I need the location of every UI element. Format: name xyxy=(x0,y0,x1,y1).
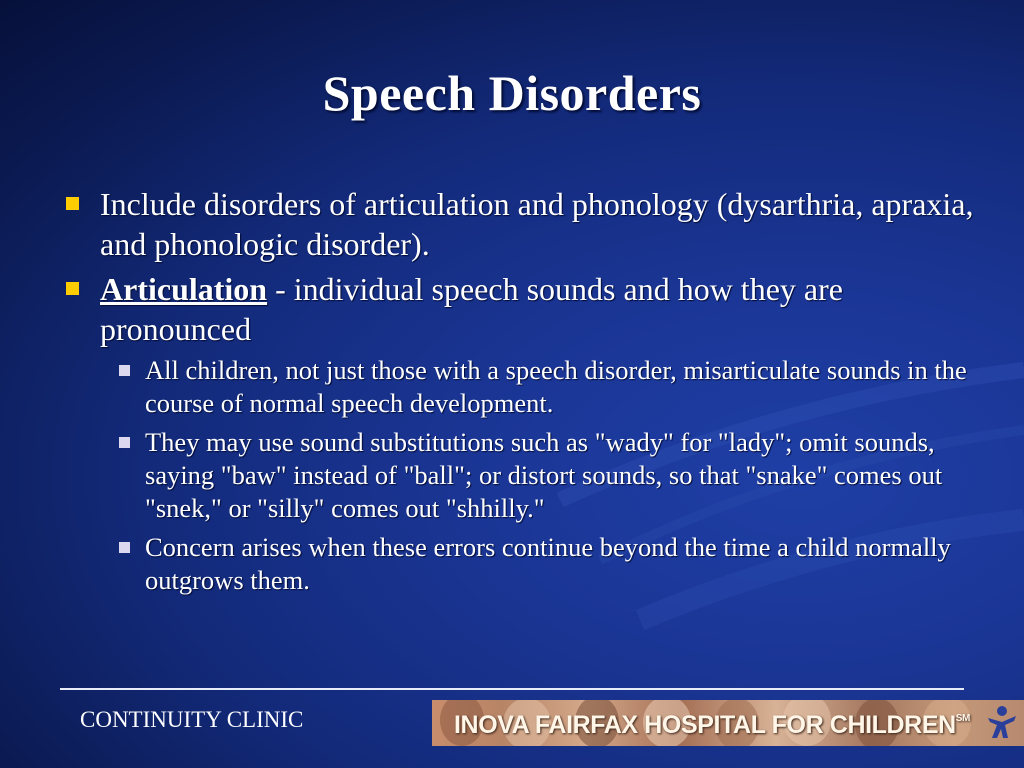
sub-bullet-item xyxy=(60,531,980,597)
sub-bullet-item xyxy=(60,354,980,420)
bullet-text: Include disorders of articulation and phonology (dysarthria, apraxia, and phonologic disorder). xyxy=(100,186,974,262)
sub-bullet-text: Concern arises when these errors continue beyond the time a child normally outgrows them. xyxy=(145,532,951,595)
bullet-term: Articulation xyxy=(100,271,268,307)
bullet-item xyxy=(60,269,980,349)
bullet-text: - individual speech sounds and how they are pronounced xyxy=(100,271,843,347)
small-square-bullet-icon xyxy=(119,437,130,448)
footer-clinic-label: CONTINUITY CLINIC xyxy=(80,707,304,732)
hospital-logo-icon xyxy=(984,704,1020,742)
slide-title: Speech Disorders xyxy=(322,65,702,121)
bullet-item xyxy=(60,184,980,264)
hospital-banner xyxy=(432,700,1024,746)
small-square-bullet-icon xyxy=(119,542,130,553)
small-square-bullet-icon xyxy=(119,365,130,376)
bullet-list xyxy=(60,184,980,603)
sub-bullet-item xyxy=(60,426,980,525)
footer-divider xyxy=(60,688,964,690)
sub-bullet-text: They may use sound substitutions such as "wady" for "lady"; omit sounds, saying "baw" instead of "ball"; or distort sounds, so that "snake" comes out "snek," or "silly" comes out "shhilly." xyxy=(145,427,943,523)
sub-bullet-text: All children, not just those with a speech disorder, misarticulate sounds in the course of normal speech development. xyxy=(145,355,967,418)
square-bullet-icon xyxy=(66,282,79,295)
banner-hospital-name: INOVA FAIRFAX HOSPITAL FOR CHILDREN℠ xyxy=(454,711,970,739)
square-bullet-icon xyxy=(66,197,79,210)
